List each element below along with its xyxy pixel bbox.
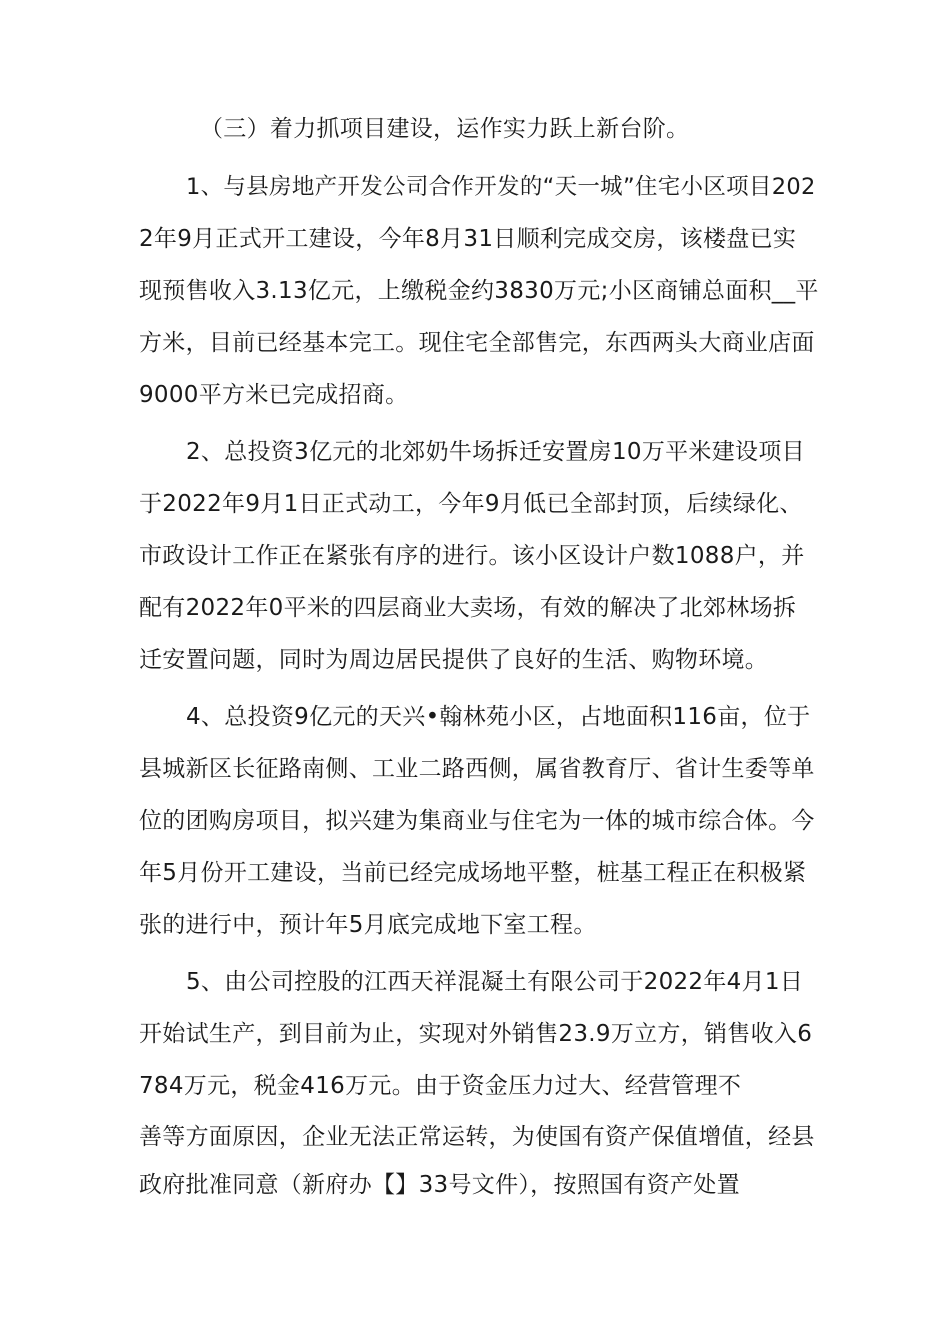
- paragraph-line: 政府批准同意（新府办【】33号文件），按照国有资产处置: [139, 1172, 740, 1198]
- paragraph-line: 于2022年9月1日正式动工，今年9月低已全部封顶，后续绿化、: [139, 491, 803, 517]
- paragraph-line: 位的团购房项目，拟兴建为集商业与住宅为一体的城市综合体。今: [139, 808, 815, 834]
- paragraph-line: 9000平方米已完成招商。: [139, 382, 409, 408]
- paragraph-line: 县城新区长征路南侧、工业二路西侧，属省教育厅、省计生委等单: [139, 756, 815, 782]
- paragraph-line: 配有2022年0平米的四层商业大卖场，有效的解决了北郊林场拆: [139, 595, 797, 621]
- paragraph-line: 迁安置问题，同时为周边居民提供了良好的生活、购物环境。: [139, 647, 769, 673]
- paragraph-line: 4、总投资9亿元的天兴•翰林苑小区，占地面积116亩，位于: [186, 704, 811, 730]
- paragraph-line: 5、由公司控股的江西天祥混凝土有限公司于2022年4月1日: [186, 969, 804, 995]
- paragraph-line: 现预售收入3.13亿元，上缴税金约3830万元;小区商铺总面积__平: [139, 278, 819, 304]
- paragraph-line: 市政设计工作正在紧张有序的进行。该小区设计户数1088户，并: [139, 543, 805, 569]
- paragraph-line: 善等方面原因，企业无法正常运转，为使国有资产保值增值，经县: [139, 1124, 815, 1150]
- paragraph-line: 开始试生产，到目前为止，实现对外销售23.9万立方，销售收入6: [139, 1021, 813, 1047]
- paragraph-line: 784万元，税金416万元。由于资金压力过大、经营管理不: [139, 1073, 742, 1099]
- paragraph-line: 2年9月正式开工建设，今年8月31日顺利完成交房，该楼盘已实: [139, 226, 797, 252]
- paragraph-line: 1、与县房地产开发公司合作开发的“天一城”住宅小区项目202: [186, 174, 816, 200]
- paragraph-line: 年5月份开工建设，当前已经完成场地平整，桩基工程正在积极紧: [139, 860, 807, 886]
- paragraph-line: 方米，目前已经基本完工。现住宅全部售完，东西两头大商业店面: [139, 330, 815, 356]
- paragraph-line: 张的进行中，预计年5月底完成地下室工程。: [139, 912, 597, 938]
- section-heading: （三）着力抓项目建设，运作实力跃上新台阶。: [200, 116, 690, 142]
- paragraph-line: 2、总投资3亿元的北郊奶牛场拆迁安置房10万平米建设项目: [186, 439, 805, 465]
